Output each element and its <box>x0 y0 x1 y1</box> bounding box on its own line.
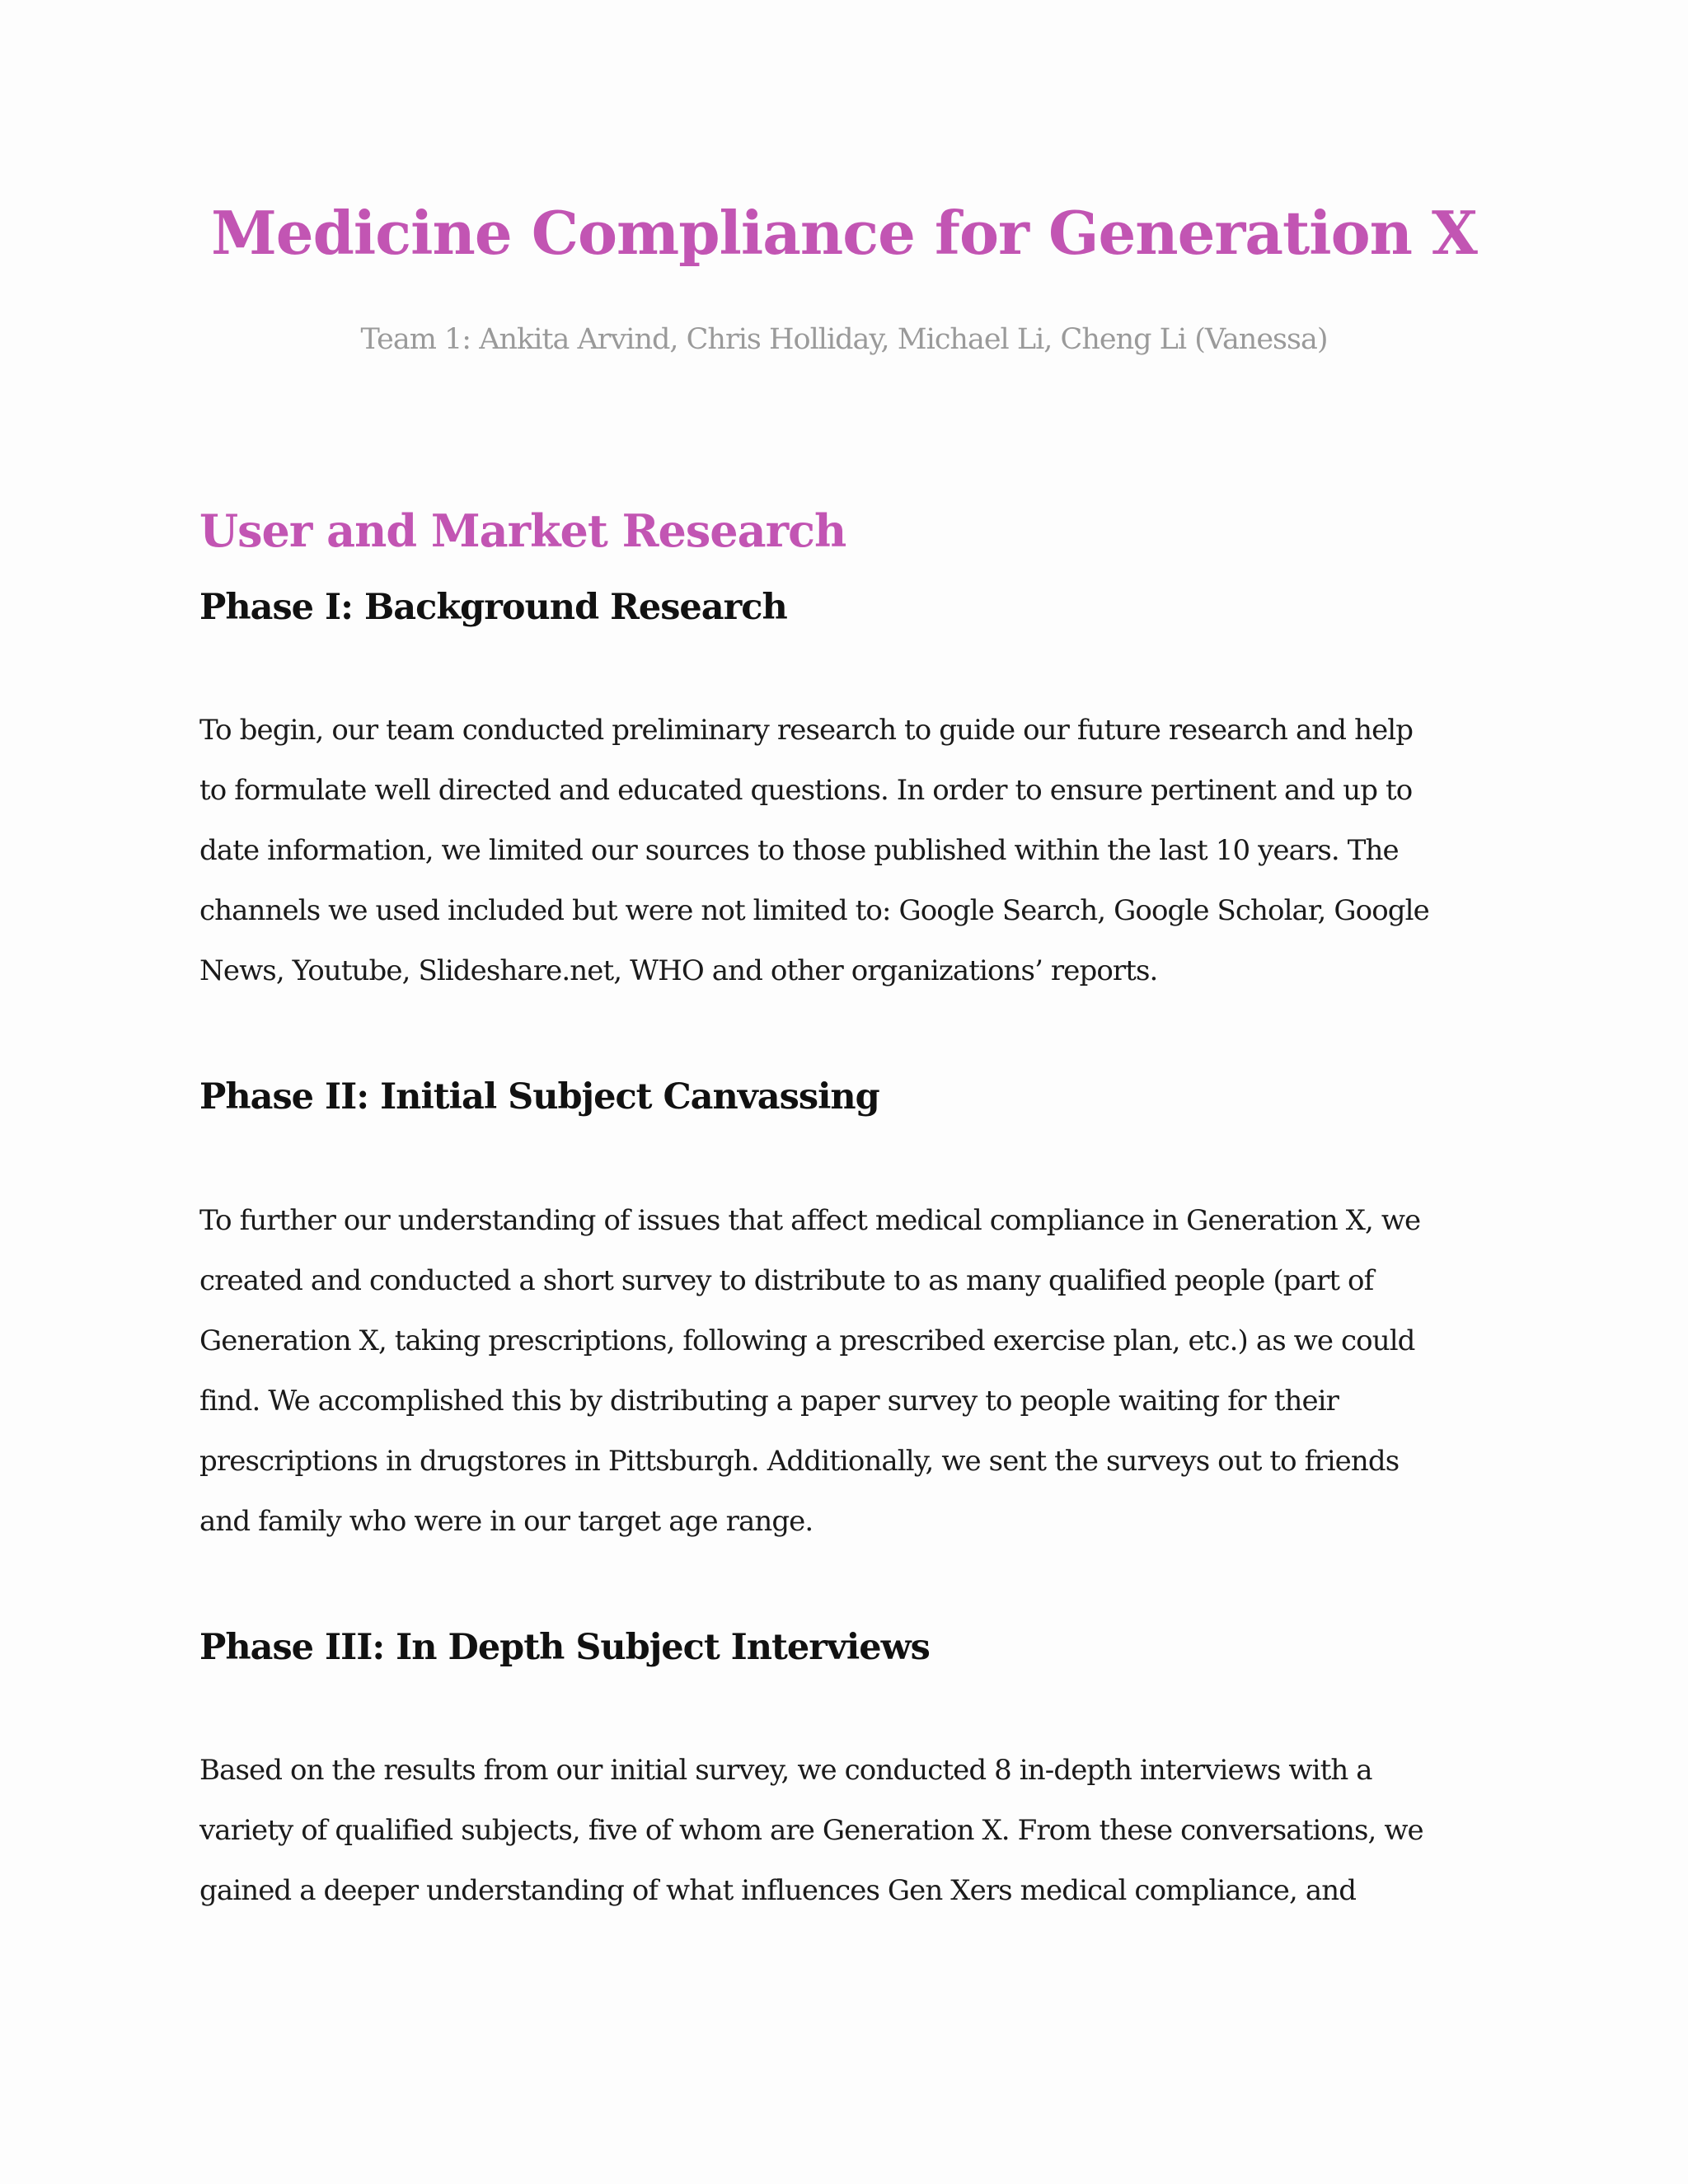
paragraph-line: To further our understanding of issues that affect medical compliance in Generation X, we <box>199 1204 1421 1237</box>
document-subtitle: Team 1: Ankita Arvind, Chris Holliday, Michael Li, Cheng Li (Vanessa) <box>360 323 1328 356</box>
paragraph-line: channels we used included but were not limited to: Google Search, Google Scholar, Google <box>199 894 1429 927</box>
paragraph-line: To begin, our team conducted preliminary research to guide our future research and help <box>199 714 1414 747</box>
paragraph-line: prescriptions in drugstores in Pittsburgh. Additionally, we sent the surveys out to friends <box>199 1445 1400 1478</box>
paragraph-line: find. We accomplished this by distributing a paper survey to people waiting for their <box>199 1385 1339 1418</box>
paragraph-line: Based on the results from our initial survey, we conducted 8 in-depth interviews with a <box>199 1754 1372 1787</box>
phase-1-heading: Phase I: Background Research <box>199 587 787 628</box>
phase-2-paragraph <box>199 1191 1502 1552</box>
paragraph-line: Generation X, taking prescriptions, following a prescribed exercise plan, etc.) as we could <box>199 1324 1415 1357</box>
paragraph-line: gained a deeper understanding of what influences Gen Xers medical compliance, and <box>199 1874 1357 1907</box>
paragraph-line: and family who were in our target age range. <box>199 1505 814 1538</box>
paragraph-line: News, Youtube, Slideshare.net, WHO and other organizations’ reports. <box>199 954 1158 987</box>
paragraph-line: variety of qualified subjects, five of whom are Generation X. From these conversations, we <box>199 1814 1423 1847</box>
section-heading: User and Market Research <box>199 504 846 557</box>
document-title: Medicine Compliance for Generation X <box>211 198 1477 268</box>
phase-3-heading: Phase III: In Depth Subject Interviews <box>199 1627 930 1668</box>
paragraph-line: date information, we limited our sources to those published within the last 10 years. The <box>199 834 1399 867</box>
paragraph-line: created and conducted a short survey to distribute to as many qualified people (part of <box>199 1264 1374 1297</box>
paragraph-line: to formulate well directed and educated questions. In order to ensure pertinent and up to <box>199 774 1413 807</box>
phase-3-paragraph <box>199 1741 1502 1921</box>
phase-2-heading: Phase II: Initial Subject Canvassing <box>199 1076 879 1118</box>
phase-1-paragraph <box>199 701 1502 1001</box>
